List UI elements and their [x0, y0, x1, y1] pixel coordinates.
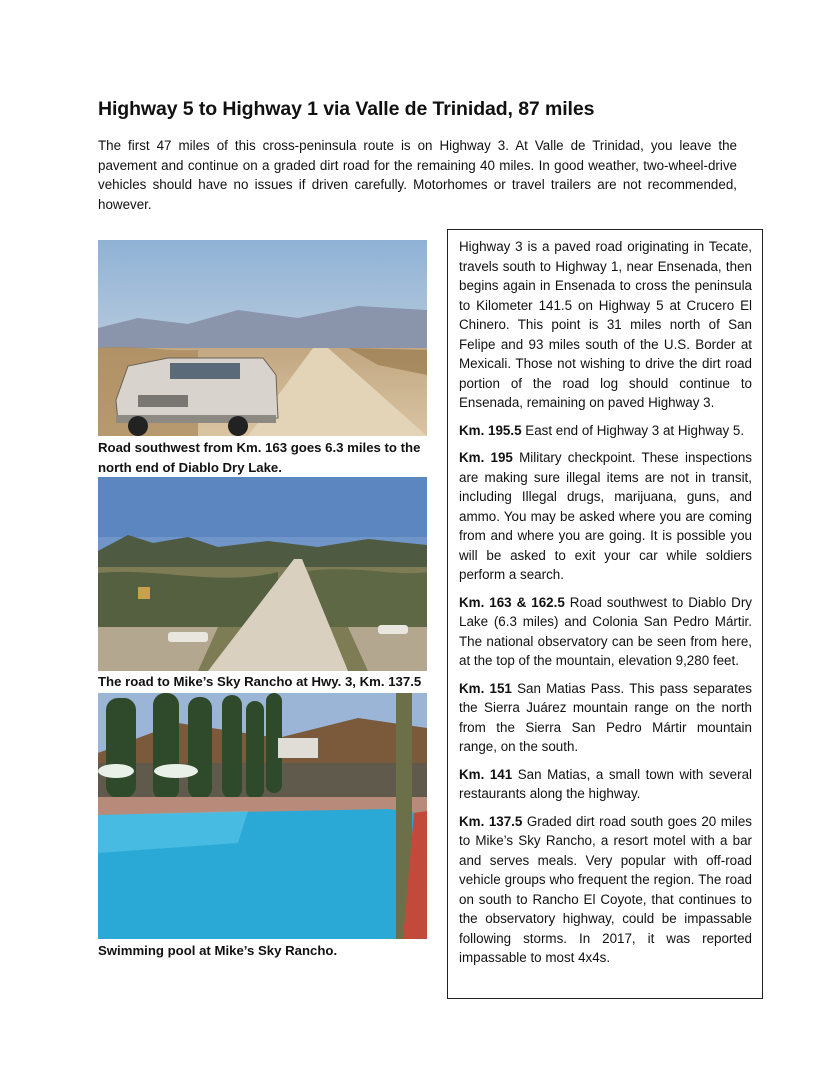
entry-text: Graded dirt road south goes 20 miles to Mike’s Sky Rancho, a resort motel with a bar and serves meals. Very popular with off-road vehicle groups who frequent the region. The road on south to Rancho El Coyote, that continues to the observatory highway, could be impassable following storms. In 2017, it was reported impassable to most 4x4s. — [459, 813, 752, 965]
photo-truck-dirt-road — [98, 240, 427, 436]
road-log-entry — [459, 593, 752, 671]
km-marker: Km. 141 — [459, 766, 513, 782]
entry-text: San Matias Pass. This pass separates the Sierra Juárez mountain range on the north from the Sierra San Pedro Mártir mountain range, on the south. — [459, 680, 752, 754]
caption-truck: Road southwest from Km. 163 goes 6.3 miles to the north end of Diablo Dry Lake. — [98, 440, 421, 475]
km-marker: Km. 163 & 162.5 — [459, 594, 565, 610]
road-log-entry — [459, 679, 752, 757]
photo-swimming-pool — [98, 693, 427, 939]
road-log-entry — [459, 812, 752, 968]
km-marker: Km. 195.5 — [459, 422, 522, 438]
entry-text: East end of Highway 3 at Highway 5. — [525, 422, 745, 438]
km-marker: Km. 195 — [459, 450, 513, 465]
page-title: Highway 5 to Highway 1 via Valle de Trinidad, 87 miles — [98, 98, 595, 120]
road-log-intro: Highway 3 is a paved road originating in Tecate, travels south to Highway 1, near Ensenada, then begins again in Ensenada to cross the peninsula to Kilometer 141.5 on Highway 5 at Crucero El Chinero. This point is 31 miles north of San Felipe and 93 miles south of the U.S. Border at Mexicali. Those not wishing to drive the dirt road portion of the road log should continue to Ensenada, remaining on paved Highway 3. — [459, 239, 752, 410]
km-marker: Km. 137.5 — [459, 813, 523, 829]
intro-paragraph: The first 47 miles of this cross-peninsula route is on Highway 3. At Valle de Trinidad, you leave the pavement and continue on a graded dirt road for the remaining 40 miles. In good weather, two-wheel-drive vehicles should have no issues if driven carefully. Motorhomes or travel trailers are not recommended, however. — [98, 138, 737, 212]
road-log-box — [447, 229, 763, 999]
road-log-entry — [459, 765, 752, 804]
photo-road-to-rancho — [98, 477, 427, 671]
caption-road-rancho: The road to Mike’s Sky Rancho at Hwy. 3, Km. 137.5 — [98, 674, 422, 689]
entry-text: Road southwest to Diablo Dry Lake (6.3 miles) and Colonia San Pedro Mártir. The national observatory can be seen from here, at the top of the mountain, elevation 9,280 feet. — [459, 594, 753, 668]
entry-text: San Matias, a small town with several restaurants along the highway. — [459, 766, 752, 801]
km-marker: Km. 151 — [459, 680, 512, 696]
road-log-entry — [459, 421, 752, 441]
caption-pool: Swimming pool at Mike’s Sky Rancho. — [98, 943, 338, 958]
entry-text: Military checkpoint. These inspections are making sure illegal items are not in transit, including Illegal drugs, marijuana, guns, and ammo. You may be asked where you are coming from and where you are going. It is possible you will be asked to exit your car while soldiers perform a search. — [459, 450, 752, 582]
road-log-entry — [459, 448, 752, 585]
